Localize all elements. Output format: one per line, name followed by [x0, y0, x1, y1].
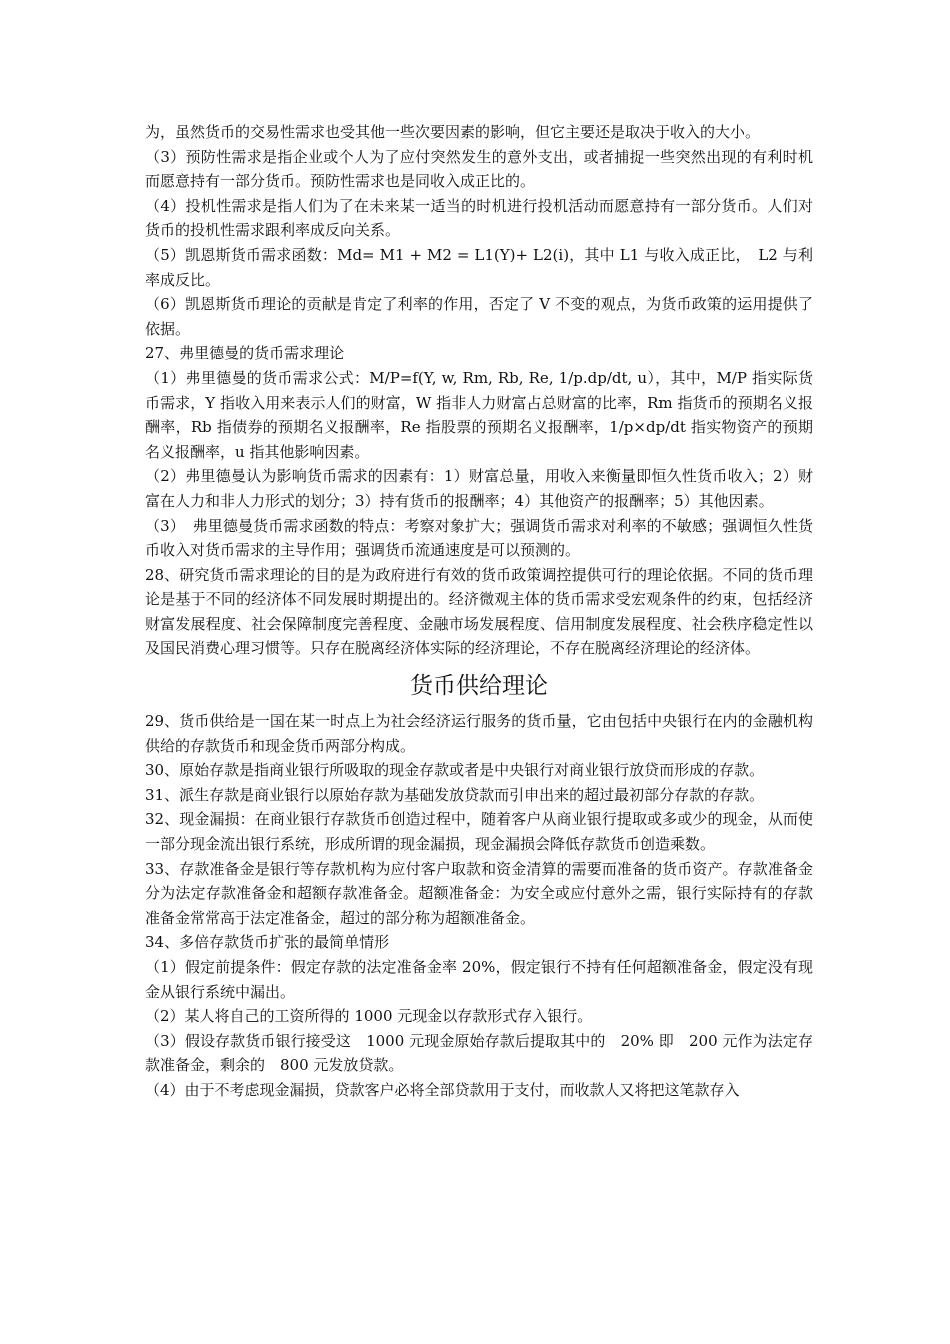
- paragraph: （6）凯恩斯货币理论的贡献是肯定了利率的作用，否定了 V 不变的观点，为货币政策的运用提供了依据。: [145, 295, 813, 338]
- document-page: [145, 120, 813, 1103]
- paragraph: （3） 弗里德曼货币需求函数的特点：考察对象扩大；强调货币需求对利率的不敏感；强调恒久性货币收入对货币需求的主导作用；强调货币流通速度是可以预测的。: [145, 516, 813, 560]
- paragraph: 34、多倍存款货币扩张的最简单情形: [145, 933, 390, 952]
- paragraph: （5）凯恩斯货币需求函数：Md= M1 + M2 = L1(Y)+ L2(i)，其中 L1 与收入成正比， L2 与利率成反比。: [145, 245, 813, 289]
- paragraph: 29、货币供给是一国在某一时点上为社会经济运行服务的货币量，它由包括中央银行在内的金融机构供给的存款货币和现金货币两部分构成。: [145, 712, 813, 755]
- paragraph: （2）弗里德曼认为影响货币需求的因素有：1）财富总量，用收入来衡量即恒久性货币收入；2）财富在人力和非人力形式的划分；3）持有货币的报酬率；4）其他资产的报酬率；5）其他因素。: [145, 467, 813, 510]
- paragraph: 33、存款准备金是银行等存款机构为应付客户取款和资金清算的需要而准备的货币资产。存款准备金分为法定存款准备金和超额存款准备金。超额准备金：为安全或应付意外之需，银行实际持有的存款准备金常常高于法定准备金，超过的部分称为超额准备金。: [145, 859, 813, 927]
- paragraph: （3）预防性需求是指企业或个人为了应付突然发生的意外支出，或者捕捉一些突然出现的有利时机而愿意持有一部分货币。预防性需求也是同收入成正比的。: [145, 147, 813, 191]
- paragraph: 27、弗里德曼的货币需求理论: [145, 344, 345, 363]
- paragraph: （4）由于不考虑现金漏损，贷款客户必将全部贷款用于支付，而收款人又将把这笔款存入: [145, 1080, 740, 1099]
- paragraph: （1）假定前提条件：假定存款的法定准备金率 20%，假定银行不持有任何超额准备金，假定没有现金从银行系统中漏出。: [145, 958, 813, 1001]
- paragraph: （4）投机性需求是指人们为了在未来某一适当的时机进行投机活动而愿意持有一部分货币。人们对货币的投机性需求跟利率成反向关系。: [145, 196, 813, 240]
- paragraph: 32、现金漏损：在商业银行存款货币创造过程中，随着客户从商业银行提取或多或少的现金，从而使一部分现金流出银行系统，形成所谓的现金漏损，现金漏损会降低存款货币创造乘数。: [145, 810, 813, 854]
- paragraph: 31、派生存款是商业银行以原始存款为基础发放贷款而引申出来的超过最初部分存款的存款。: [145, 785, 765, 804]
- paragraph: 为，虽然货币的交易性需求也受其他一些次要因素的影响，但它主要还是取决于收入的大小。: [145, 123, 761, 141]
- paragraph: （3）假设存款货币银行接受这 1000 元现金原始存款后提取其中的 20% 即 200 元作为法定存款准备金，剩余的 800 元发放贷款。: [145, 1031, 813, 1075]
- paragraph: 30、原始存款是指商业银行所吸取的现金存款或者是中央银行对商业银行放贷而形成的存款。: [145, 761, 765, 780]
- paragraph: （1）弗里德曼的货币需求公式：M/P=f(Y, w, Rm, Rb, Re, 1/p.dp/dt, u），其中，M/P 指实际货币需求，Y 指收入用来表示人们的财富，W 指非人力财富占总财富的比率，Rm 指货币的预期名义报酬率，Rb 指债券的预期名义报酬率，Re 指股票的预期名义报酬率，1/p×dp/dt 指实物资产的预期名义报酬率，u 指其他影响因素。: [145, 368, 813, 461]
- paragraph: 28、研究货币需求理论的目的是为政府进行有效的货币政策调控提供可行的理论依据。不同的货币理论是基于不同的经济体不同发展时期提出的。经济微观主体的货币需求受宏观条件的约束，包括经济财富发展程度、社会保障制度完善程度、金融市场发展程度、信用制度发展程度、社会秩序稳定性以及国民消费心理习惯等。只存在脱离经济体实际的经济理论，不存在脱离经济理论的经济体。: [145, 565, 813, 658]
- paragraph: （2）某人将自己的工资所得的 1000 元现金以存款形式存入银行。: [145, 1007, 593, 1026]
- section-title: 货币供给理论: [410, 673, 548, 700]
